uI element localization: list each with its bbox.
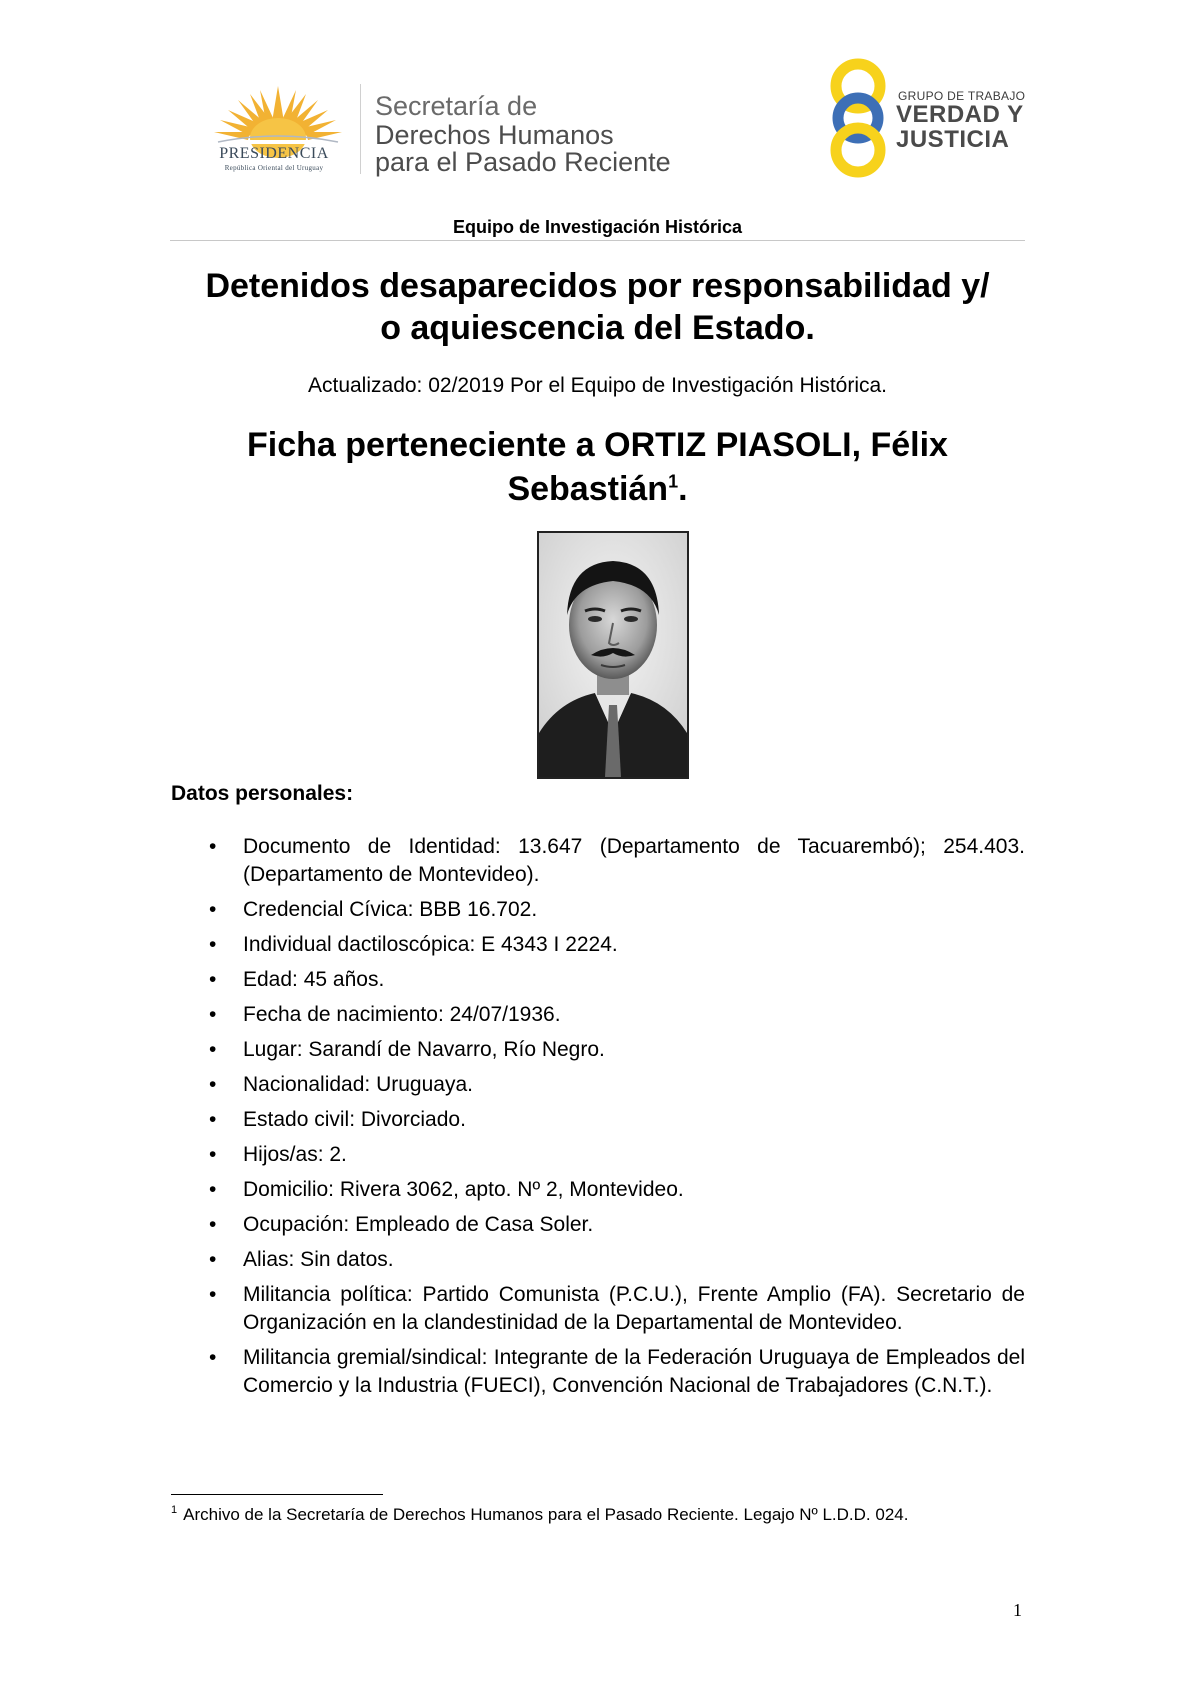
ficha-title: [170, 423, 1025, 511]
list-item: • Domicilio: Rivera 3062, apto. Nº 2, Montevideo.: [205, 1176, 1025, 1204]
ficha-name: Sebastián: [507, 470, 669, 508]
title-line-1: Detenidos desaparecidos por responsabilidad y/: [205, 267, 990, 305]
list-item: • Individual dactiloscópica: E 4343 I 2224.: [205, 931, 1025, 959]
presidencia-subtitle: República Oriental del Uruguay: [224, 164, 324, 172]
verdad-justicia-rings-logo: [822, 58, 894, 178]
list-item: • Militancia política: Partido Comunista (P.C.U.), Frente Amplio (FA). Secretario de Organización en la clandestinidad de la Departamental de Montevideo.: [205, 1281, 1025, 1337]
ficha-line-2: [170, 467, 1025, 511]
vj-group-label: GRUPO DE TRABAJO: [898, 89, 1026, 103]
list-item: • Edad: 45 años.: [205, 966, 1025, 994]
personal-data-label: Datos personales:: [171, 782, 354, 805]
footnote-separator: [171, 1494, 383, 1495]
ficha-trail: .: [678, 470, 688, 508]
portrait-photo: [537, 531, 689, 779]
footnote-text: Archivo de la Secretaría de Derechos Humanos para el Pasado Reciente. Legajo Nº L.D.D. 024.: [183, 1505, 909, 1524]
secretaria-line-3: para el Pasado Reciente: [375, 147, 671, 177]
footnote-number: 1: [171, 1504, 178, 1517]
list-item: • Documento de Identidad: 13.647 (Departamento de Tacuarembó); 254.403. (Departamento de Montevideo).: [205, 833, 1025, 889]
header-divider: [170, 240, 1025, 241]
secretaria-line-2: Derechos Humanos: [375, 120, 614, 150]
footnote: [171, 1503, 1025, 1527]
portrait-image: [539, 533, 687, 777]
updated-note: Actualizado: 02/2019 Por el Equipo de Investigación Histórica.: [307, 374, 888, 397]
list-item: • Alias: Sin datos.: [205, 1246, 1025, 1274]
page-number: 1: [1013, 1600, 1022, 1620]
title-line-2: o aquiescencia del Estado.: [380, 309, 815, 347]
list-item: • Estado civil: Divorciado.: [205, 1106, 1025, 1134]
list-item: • Militancia gremial/sindical: Integrante de la Federación Uruguaya de Empleados del Comercio y la Industria (FUECI), Convención Nacional de Trabajadores (C.N.T.).: [205, 1344, 1025, 1400]
vj-line-1: VERDAD Y: [896, 101, 1024, 128]
list-item: • Ocupación: Empleado de Casa Soler.: [205, 1211, 1025, 1239]
list-item: • Nacionalidad: Uruguaya.: [205, 1071, 1025, 1099]
team-header: Equipo de Investigación Histórica: [452, 217, 743, 237]
list-item: • Hijos/as: 2.: [205, 1141, 1025, 1169]
secretaria-line-1: Secretaría de: [375, 91, 538, 121]
list-item: • Lugar: Sarandí de Navarro, Río Negro.: [205, 1036, 1025, 1064]
document-title: [170, 265, 1025, 349]
list-item: • Credencial Cívica: BBB 16.702.: [205, 896, 1025, 924]
footnote-ref[interactable]: 1: [668, 471, 679, 492]
list-item: • Fecha de nacimiento: 24/07/1936.: [205, 1001, 1025, 1029]
presidencia-name: PRESIDENCIA: [219, 145, 329, 162]
personal-data-list: [205, 833, 1025, 1407]
logo-divider: [360, 84, 361, 174]
ficha-line-1: Ficha perteneciente a ORTIZ PIASOLI, Félix: [247, 426, 948, 464]
vj-line-2: JUSTICIA: [896, 126, 1010, 153]
